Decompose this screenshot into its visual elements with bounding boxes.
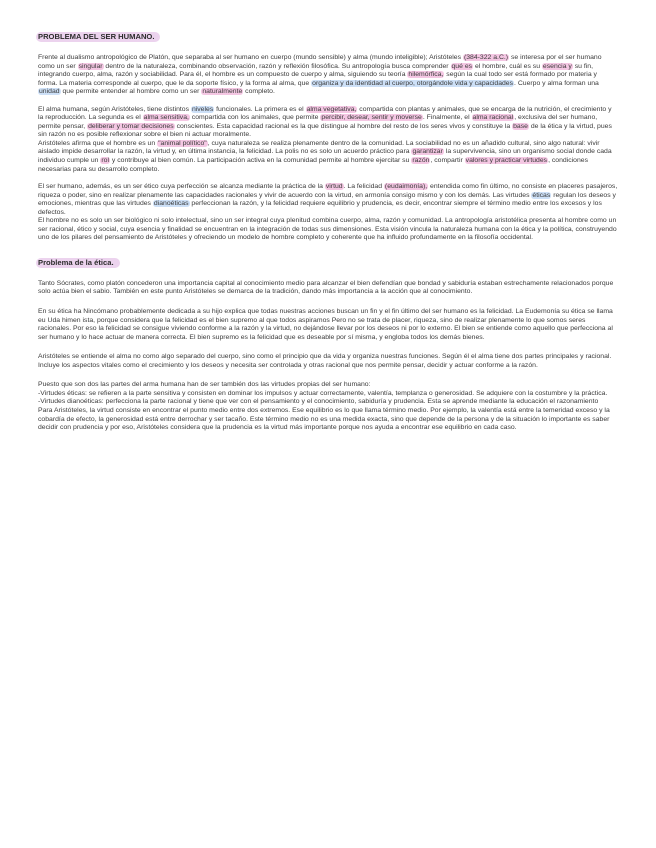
highlight: (eudaimonía), xyxy=(384,183,428,191)
text-run: Aristóteles afirma que el hombre es un xyxy=(38,139,158,147)
text-run: dentro de la naturaleza, combinando observación, razón y reflexión filosófica. Su antropología busca comprender xyxy=(103,62,451,70)
highlight: hilemórfica, xyxy=(408,71,444,79)
text-run: que permite entender al hombre como un ser xyxy=(60,88,202,96)
highlight: deliberar y tomar decisiones xyxy=(88,122,174,130)
text-run: según la cual todo ser está formado por materia y forma. La materia corresponde al cuerpo, que le da soporte físico, y la forma al alma, que xyxy=(38,71,597,87)
section-title-ethics: Problema de la ética. xyxy=(36,258,120,268)
paragraph-virtues-intro: Puesto que son dos las partes del arma humana han de ser también dos las virtudes propias del ser humano: xyxy=(38,381,371,389)
paragraph-political-animal xyxy=(38,140,618,174)
text-run: , condiciones necesarias para su desarrollo completo. xyxy=(38,157,589,173)
highlight: esencia y xyxy=(542,62,572,70)
text-run: , exclusiva del ser humano, permite pensar, xyxy=(38,114,598,130)
text-run: regulan los deseos y emociones, mientras que las virtudes xyxy=(38,191,616,208)
paragraph-soul-parts: Aristóteles se entiende el alma no como algo separado del cuerpo, sino como el principio que da vida y organiza nuestras funciones. Según él el alma tiene dos partes principales y racional. Incluye los aspectos vitales como el crecimiento y los deseos y necesita ser controlada y otras racional que nos permite pensar, decidir y actuar conforme a la razón. xyxy=(38,353,612,369)
paragraph-golden-mean: Para Aristóteles, la virtud consiste en encontrar el punto medio entre dos extremos. Ese equilibrio es lo que llama término medio. Por ejemplo, la valentía está entre la temeridad exceso y la cobardía de efecto, la generosidad está entre derrochar y ser tacaño. Este término medio no es una medida exacta, sino que depende de la persona y de la situación lo importante es saber decidir con prudencia y por eso, Aristóteles considera que la prudencia es la virtud más importante porque nos ayuda a encontrar ese equilibrio en cada caso. xyxy=(38,406,610,432)
text-run: , compartir xyxy=(430,157,465,165)
text-run: , cuya naturaleza se realiza plenamente dentro de la comunidad. La sociabilidad no es un añadido cultural, sino algo natural: vivir aislado impide desarrollar la razón, la virtud y, en última instancia, la felicidad. La polis no es solo un acuerdo práctico para xyxy=(38,139,600,156)
text-run: . Finalmente, el xyxy=(422,114,472,122)
highlight: niveles xyxy=(191,105,214,113)
text-run: la supervivencia, sino un organismo social donde cada individuo cumple un xyxy=(38,148,612,165)
list-item-ethical-virtues: -Virtudes éticas: se refieren a la parte sensitiva y consisten en dominar los impulsos y actuar correctamente, valentía, templanza o generosidad. Se adquiere con la costumbre y la práctica. xyxy=(38,389,608,397)
highlight: garantizar xyxy=(412,148,443,156)
text-run: El hombre no es solo un ser biológico ni solo intelectual, sino un ser integral cuya plenitud combina cuerpo, alma, razón y comunidad. La antropología aristotélica presenta al hombre como un ser racional, ético y social, cuya esencia y finalidad se encuentran en la integración de todas sus dimensiones. Esta visión vincula la naturaleza humana con la ética y la política, construyendo uno de los pilares del pensamiento de Aristóteles y ofreciendo un modelo de hombre completo y coherente que ha influido profundamente en la filosofía occidental. xyxy=(38,217,617,242)
text-run: Frente al dualismo antropológico de Platón, que separaba al ser humano en cuerpo (mundo sensible) y alma (mundo inteligible); Aristóteles xyxy=(38,54,463,61)
highlight: "animal político" xyxy=(158,139,207,147)
text-run: El alma humana, según Aristóteles, tiene distintos xyxy=(38,105,191,113)
text-run: y contribuye al bien común. La participación activa en la comunidad permite al hombre ejercitar su xyxy=(110,157,412,165)
document-body xyxy=(38,26,618,433)
text-run: compartida con plantas y animales, que se encarga de la nutrición, el crecimiento y la reproducción. La segunda es el xyxy=(38,105,612,122)
highlight: alma racional xyxy=(472,114,514,122)
highlight: organiza y da identidad al cuerpo, otorgándole vida y capacidades xyxy=(312,79,514,87)
text-run: compartida con los animales, que permite xyxy=(189,114,321,122)
highlight: singular xyxy=(78,62,103,70)
paragraph-eudaimonia: En su ética ha Nincómano probablemente dedicada a su hijo explica que todas nuestras acciones buscan un fin y el fin último del ser humano es la felicidad. La Eudemonía su ética se llama eu Uda himen ista, porque considera que la felicidad es el bien supremo al que todos aspiramos Pero no se trata de placer, riqueza, sino de realizar plenamente lo que somos seres racionales. Por eso la felicidad se consigue viviendo conforme a la razón y la virtud, no dejándose llevar por los deseos ni por lo externo. El bien se entiende como aquello que perfecciona al ser humano y lo hace actuar de manera correcta. El bien supremo es la felicidad que es deseable por sí misma, y engloba todos los demás bienes. xyxy=(38,308,613,341)
highlight: (384-322 a.C.) xyxy=(463,54,509,61)
text-run: se interesa por el ser humano como un ser xyxy=(38,54,602,70)
text-run: conscientes. Esta capacidad racional es la que distingue al hombre del resto de los seres vivos y constituye la xyxy=(174,122,513,130)
text-run: el hombre, cuál es su xyxy=(473,62,542,70)
text-run: de la ética y la virtud, pues sin razón no es posible reflexionar sobre el bien ni actuar moralmente. xyxy=(38,122,612,139)
highlight: virtud xyxy=(325,183,343,191)
highlight: alma sensitiva, xyxy=(143,114,189,122)
highlight: naturalmente xyxy=(202,88,243,96)
highlight: percibir, desear, sentir y moverse xyxy=(321,114,422,122)
highlight: razón xyxy=(412,157,430,165)
list-item-dianoetic-virtues: -Virtudes dianoéticas: perfecciona la parte racional y tiene que ver con el pensamiento y el conocimiento, sabiduría y prudencia. Esta se aprende mediante la educación el razonamiento xyxy=(38,398,599,406)
paragraph-socrates-plato: Tanto Sócrates, como platón concederon una importancia capital al conocimiento medio para alcanzar el bien defendían que bondad y sabiduría estaban estrechamente relacionados porque solo actúa bien el sabio. También en este punto Aristóteles se demarca de la tradición, dando más importancia a la acción que al conocimiento. xyxy=(38,279,614,296)
highlight: rol xyxy=(101,157,110,165)
highlight: valores y practicar virtudes xyxy=(465,157,548,165)
text-run: funcionales. La primera es el xyxy=(214,105,306,113)
paragraph-soul-levels xyxy=(38,106,618,140)
text-run: completo. xyxy=(243,88,275,96)
text-run: su fin, integrando cuerpo, alma, razón y sociabilidad. Para él, el hombre es un compuesto de cuerpo y alma, siguiendo su teoría xyxy=(38,62,594,79)
paragraph-virtue xyxy=(38,183,618,217)
highlight: dianoéticas xyxy=(153,200,189,208)
text-run: . La felicidad xyxy=(343,183,384,191)
section-title-human: PROBLEMA DEL SER HUMANO. xyxy=(36,32,160,42)
paragraph-integral-human xyxy=(38,217,618,243)
highlight: alma vegetativa, xyxy=(306,105,357,113)
paragraph-dualism xyxy=(38,54,618,97)
highlight: base xyxy=(513,122,528,130)
highlight: éticas xyxy=(532,191,551,199)
text-run: . Cuerpo y alma forman una xyxy=(514,79,599,87)
highlight: unidad xyxy=(39,88,60,96)
text-run: entendida como fin último, no consiste en placeres pasajeros, riqueza o poder, sino en realizar plenamente las capacidades racionales y vivir de acuerdo con la virtud, en armonía consigo mismo y con los demás. Las virtudes xyxy=(38,183,618,199)
highlight: qué es xyxy=(451,62,473,70)
text-run: El ser humano, además, es un ser ético cuya perfección se alcanza mediante la práctica de la xyxy=(38,183,325,191)
text-run: perfeccionan la razón, y la felicidad requiere equilibrio y prudencia, es decir, encontrar siempre el término medio entre los excesos y los defectos. xyxy=(38,200,602,216)
